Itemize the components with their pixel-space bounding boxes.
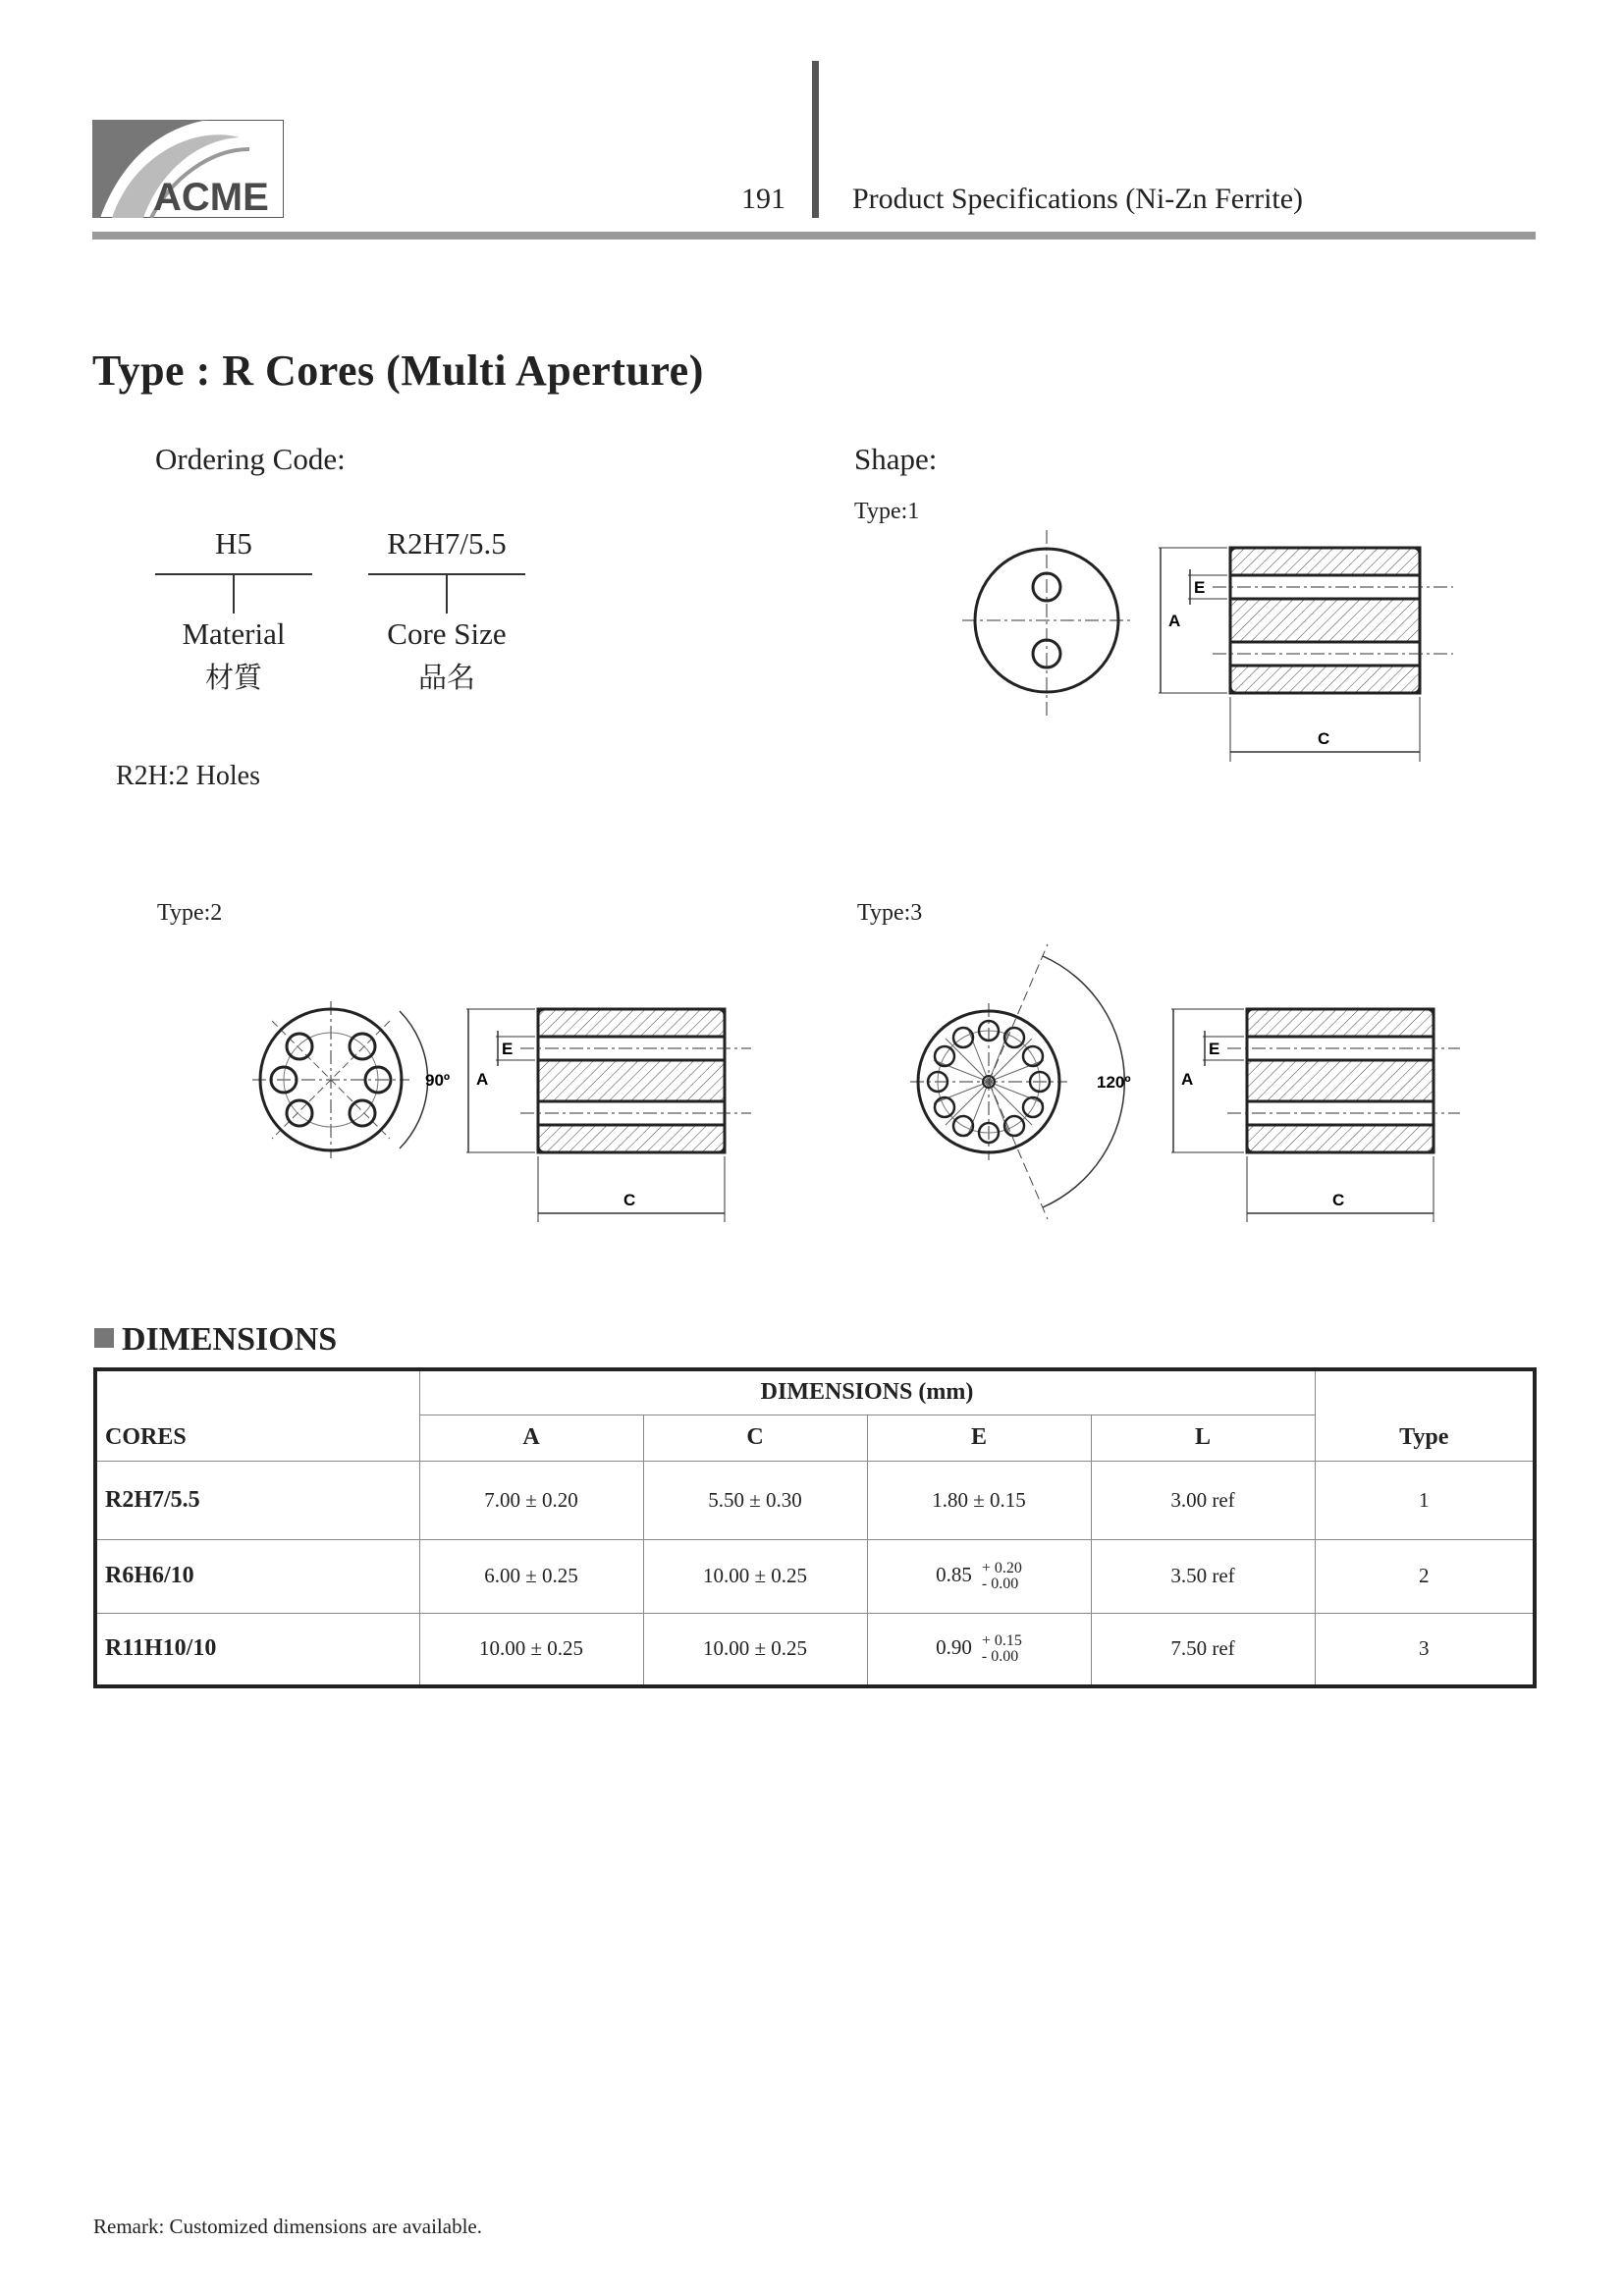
cell-a: 6.00 ± 0.25 — [419, 1539, 643, 1613]
header-l: L — [1091, 1415, 1315, 1461]
e-nominal: 0.90 — [936, 1634, 972, 1659]
core-size-label: Core Size — [387, 616, 507, 651]
e-tolerance: + 0.20 - 0.00 — [981, 1559, 1022, 1592]
remark: Remark: Customized dimensions are available. — [93, 2215, 482, 2238]
svg-text:A: A — [476, 1070, 489, 1089]
svg-text:C: C — [1332, 1191, 1345, 1209]
svg-text:90º: 90º — [425, 1071, 451, 1090]
type1-drawing — [962, 530, 1473, 766]
type3-drawing — [908, 937, 1478, 1232]
holes-note: R2H:2 Holes — [116, 761, 260, 791]
type3-label: Type:3 — [857, 900, 923, 926]
svg-text:E: E — [502, 1040, 514, 1058]
svg-text:E: E — [1209, 1040, 1220, 1058]
header-type: Type — [1315, 1369, 1535, 1461]
acme-logo — [92, 120, 284, 218]
dimensions-heading: DIMENSIONS — [94, 1321, 337, 1359]
cell-a: 10.00 ± 0.25 — [419, 1613, 643, 1686]
document-title: Type : R Cores (Multi Aperture) — [92, 347, 704, 395]
e-nominal: 0.85 — [936, 1562, 972, 1586]
svg-text:A: A — [1181, 1070, 1194, 1089]
svg-text:ACME: ACME — [153, 176, 269, 218]
cell-a: 7.00 ± 0.20 — [419, 1461, 643, 1539]
cell-e — [867, 1539, 1091, 1613]
header-title: Product Specifications (Ni-Zn Ferrite) — [852, 183, 1304, 215]
material-code: H5 — [215, 526, 252, 561]
header-dimensions-group: DIMENSIONS (mm) — [419, 1369, 1315, 1415]
shape-label: Shape: — [854, 442, 938, 476]
cell-c: 10.00 ± 0.25 — [643, 1613, 867, 1686]
e-tolerance: + 0.15 - 0.00 — [981, 1631, 1022, 1665]
svg-text:A: A — [1168, 612, 1181, 630]
header-divider — [812, 61, 819, 218]
type2-drawing — [250, 982, 761, 1237]
table-row — [95, 1539, 1535, 1613]
core-name: R11H10/10 — [95, 1613, 419, 1686]
header-cores: CORES — [95, 1369, 419, 1461]
square-bullet-icon — [94, 1328, 114, 1348]
svg-text:C: C — [623, 1191, 636, 1209]
dimensions-table — [93, 1367, 1537, 1688]
svg-text:C: C — [1318, 729, 1330, 748]
header-a: A — [419, 1415, 643, 1461]
core-name: R6H6/10 — [95, 1539, 419, 1613]
svg-text:120º: 120º — [1097, 1073, 1131, 1092]
material-label: Material — [182, 616, 286, 651]
cell-l: 3.00 ref — [1091, 1461, 1315, 1539]
page-number: 191 — [741, 183, 785, 215]
type1-label: Type:1 — [854, 499, 920, 524]
cell-c: 5.50 ± 0.30 — [643, 1461, 867, 1539]
header-e: E — [867, 1415, 1091, 1461]
svg-text:E: E — [1194, 578, 1206, 597]
core-size-label-cn: 品名 — [417, 661, 475, 694]
cell-l: 7.50 ref — [1091, 1613, 1315, 1686]
core-size-code: R2H7/5.5 — [387, 526, 507, 561]
ordering-code-label: Ordering Code: — [155, 442, 346, 476]
header-c: C — [643, 1415, 867, 1461]
cell-c: 10.00 ± 0.25 — [643, 1539, 867, 1613]
cell-e — [867, 1613, 1091, 1686]
cell-type: 1 — [1315, 1461, 1535, 1539]
table-row — [95, 1461, 1535, 1539]
material-label-cn: 材質 — [204, 661, 262, 694]
cell-type: 2 — [1315, 1539, 1535, 1613]
cell-l: 3.50 ref — [1091, 1539, 1315, 1613]
core-name: R2H7/5.5 — [95, 1461, 419, 1539]
type2-label: Type:2 — [157, 900, 223, 926]
cell-e: 1.80 ± 0.15 — [867, 1461, 1091, 1539]
ordering-code-brackets — [147, 564, 540, 618]
header-rule — [92, 232, 1536, 240]
cell-type: 3 — [1315, 1613, 1535, 1686]
table-row — [95, 1613, 1535, 1686]
